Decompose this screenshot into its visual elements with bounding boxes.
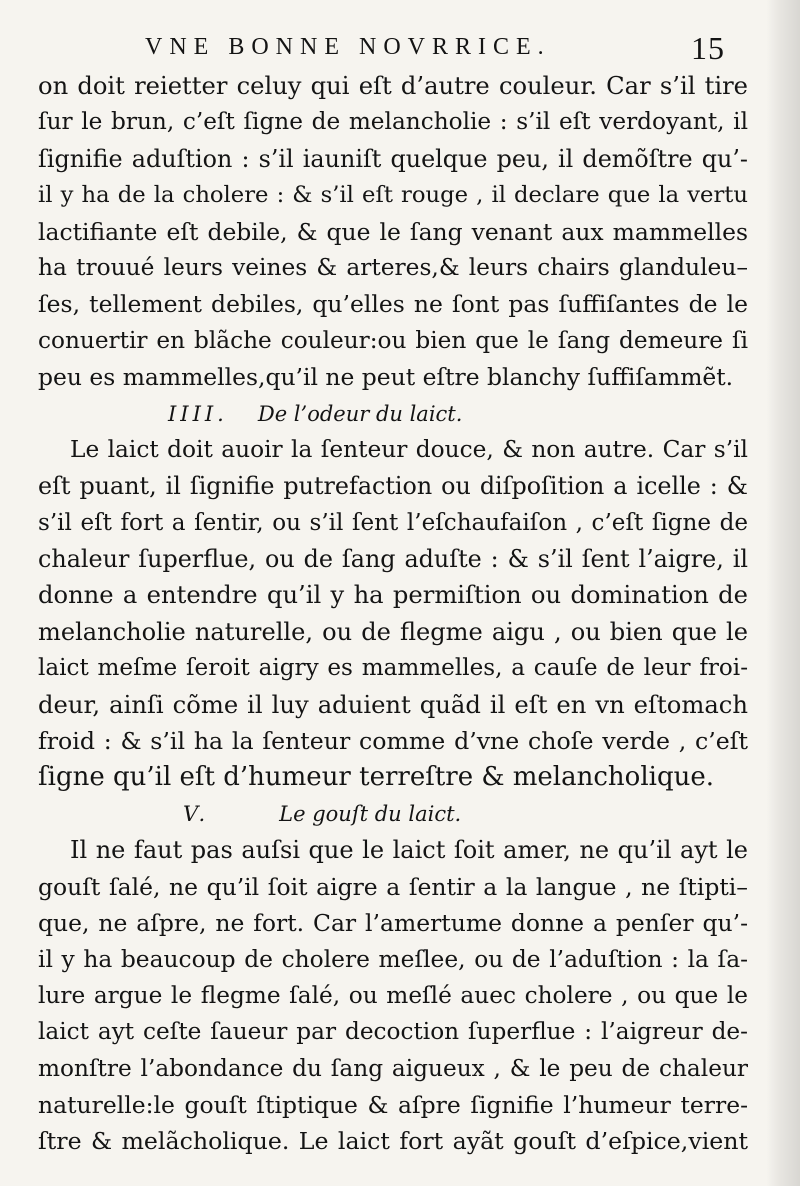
text-line: ſignifie aduſtion : s’il iauniſt quelque peu, il demõſtre qu’- bbox=[38, 144, 748, 173]
text-line: Le laict doit auoir la ſenteur douce, & non autre. Car s’il bbox=[70, 435, 748, 463]
text-line: ſigne qu’il eſt d’humeur terreſtre & melancholique. bbox=[38, 762, 714, 793]
text-line: il y ha beaucoup de cholere meſlee, ou de l’aduſtion : la ſa- bbox=[38, 945, 748, 974]
section-heading-odeur bbox=[38, 396, 748, 432]
text-line: que, ne aſpre, ne fort. Car l’amertume donne a penſer qu’- bbox=[38, 908, 748, 937]
text-line: chaleur ſuperflue, ou de ſang aduſte : & s’il ſent l’aigre, il bbox=[38, 545, 748, 574]
paragraph-couleur bbox=[38, 68, 748, 396]
text-line: conuertir en blãche couleur:ou bien que le ſang demeure ſi bbox=[38, 326, 748, 354]
text-line: eſt puant, il ſignifie putrefaction ou diſpoſition a icelle : & bbox=[38, 472, 748, 501]
section-number: V. bbox=[183, 801, 210, 826]
text-line: on doit reietter celuy qui eſt d’autre couleur. Car s’il tire bbox=[38, 72, 748, 100]
text-line: monſtre l’abondance du ſang aigueux , & le peu de chaleur bbox=[38, 1054, 748, 1082]
text-line: ſes, tellement debiles, qu’elles ne ſont pas ſuffiſantes de le bbox=[38, 290, 748, 319]
section-heading-goust bbox=[38, 796, 748, 832]
text-line: lure argue le flegme ſalé, ou meſlé auec cholere , ou que le bbox=[38, 981, 748, 1009]
page-number: 15 bbox=[691, 30, 725, 66]
text-line: s’il eſt fort a ſentir, ou s’il ſent l’eſchaufaiſon , c’eſt ſigne de bbox=[38, 509, 748, 536]
text-line: ha trouué leurs veines & arteres,& leurs chairs glanduleu– bbox=[38, 253, 748, 281]
section-number: IIII. bbox=[168, 401, 228, 426]
text-line: deur, ainſi cõme il luy aduient quãd il eſt en vn eſtomach bbox=[38, 689, 748, 719]
page-gutter-shadow bbox=[766, 0, 800, 1186]
running-head-title: VNE BONNE NOVRRICE. bbox=[145, 34, 551, 60]
text-line: gouſt ſalé, ne qu’il ſoit aigre a ſentir a la langue , ne ſtipti– bbox=[38, 872, 748, 901]
text-line: lactifiante eſt debile, & que le ſang venant aux mammelles bbox=[38, 217, 748, 246]
text-line: naturelle:le gouſt ſtiptique & aſpre ſignifie l’humeur terre- bbox=[38, 1090, 748, 1119]
text-block bbox=[38, 68, 748, 1160]
paragraph-goust bbox=[38, 832, 748, 1160]
text-line: Il ne faut pas auſsi que le laict ſoit amer, ne qu’il ayt le bbox=[70, 836, 748, 865]
text-line: ſur le brun, c’eſt ſigne de melancholie : s’il eſt verdoyant, il bbox=[38, 108, 748, 136]
text-line: froid : & s’il ha la ſenteur comme d’vne choſe verde , c’eſt bbox=[38, 727, 748, 756]
text-line: il y ha de la cholere : & s’il eſt rouge , il declare que la vertu bbox=[38, 182, 748, 209]
section-title: De l’odeur du laict. bbox=[257, 401, 463, 426]
running-head bbox=[145, 30, 725, 70]
text-line: laict ayt ceſte ſaueur par decoction ſuperflue : l’aigreur de- bbox=[38, 1018, 748, 1046]
text-line: peu es mammelles,qu’il ne peut eſtre blanchy ſuffiſammẽt. bbox=[38, 363, 734, 392]
text-line: melancholie naturelle, ou de flegme aigu , ou bien que le bbox=[38, 617, 748, 646]
section-title: Le gouſt du laict. bbox=[279, 801, 462, 826]
text-line: donne a entendre qu’il y ha permiſtion ou domination de bbox=[38, 581, 748, 610]
text-line: laict meſme ſeroit aigry es mammelles, a cauſe de leur froi- bbox=[38, 655, 748, 682]
paragraph-odeur bbox=[38, 432, 748, 796]
text-line: ſtre & melãcholique. Le laict fort ayãt gouſt d’eſpice,vient bbox=[38, 1127, 748, 1156]
